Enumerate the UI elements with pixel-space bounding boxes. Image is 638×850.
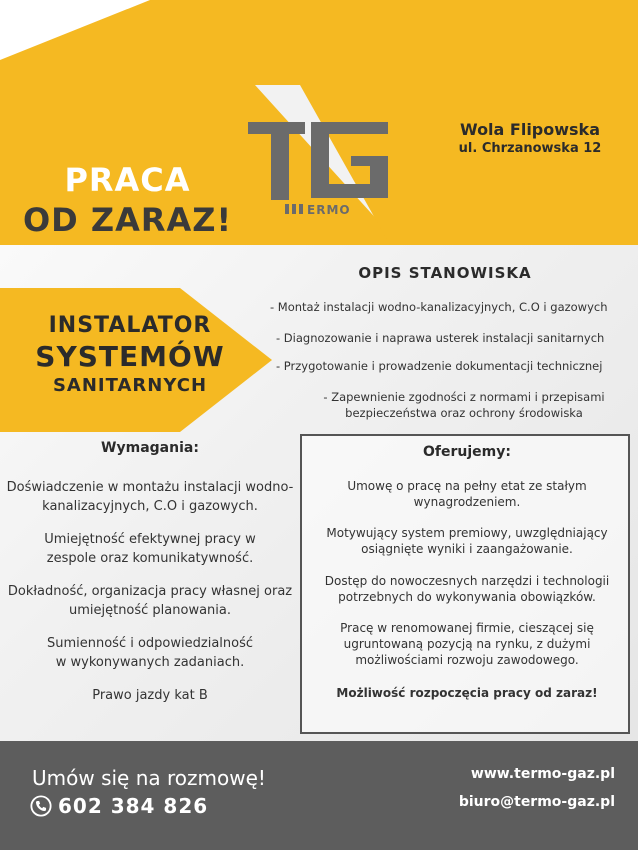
offer-item: Dostęp do nowoczesnych narzędzi i technologii potrzebnych do wykonywania obowiązków. [324, 574, 610, 604]
phone-row[interactable] [30, 794, 208, 818]
duty-item: - Zapewnienie zgodności z normami i przepisami bezpieczeństwa oraz ochrony środowiska [323, 390, 605, 420]
address-city: Wola Flipowska [459, 120, 600, 139]
headline [0, 160, 255, 240]
logo-bar-1 [285, 204, 289, 214]
duty-item: - Diagnozowanie i naprawa usterek instalacji sanitarnych [276, 331, 605, 345]
website-link[interactable]: www.termo-gaz.pl [470, 766, 615, 782]
requirements-heading: Wymagania: [101, 440, 199, 456]
email-link[interactable]: biuro@termo-gaz.pl [458, 794, 615, 810]
termo-logo [243, 120, 393, 220]
address [440, 120, 620, 158]
position-line3: SANITARNYCH [52, 375, 208, 396]
headline-line2: OD ZARAZ! [22, 201, 233, 239]
duty-item: - Przygotowanie i prowadzenie dokumentacji technicznej [276, 359, 603, 373]
call-to-action: Umów się na rozmowę! [32, 766, 266, 790]
offer-item: Motywujący system premiowy, uwzględniający osiągnięte wyniki i zaangażowanie. [326, 526, 608, 556]
phone-icon [30, 795, 52, 817]
offer-item: Pracę w renomowanej firmie, cieszącej się ugruntowaną pozycją na rynku, z dużymi możliwościami rozwoju zawodowego. [340, 621, 594, 667]
offer-heading: Oferujemy: [423, 444, 511, 460]
position-title [0, 312, 260, 398]
phone-number[interactable]: 602 384 826 [58, 794, 209, 818]
logo-bar-3 [299, 204, 303, 214]
logo-text: ERMO [307, 203, 351, 217]
requirement-item: Sumienność i odpowiedzialność w wykonywanych zadaniach. [46, 636, 254, 670]
offer-highlight: Możliwość rozpoczęcia pracy od zaraz! [336, 686, 598, 700]
requirement-item: Umiejętność efektywnej pracy w zespole oraz komunikatywność. [44, 532, 256, 566]
logo-bar-2 [292, 204, 296, 214]
requirement-item: Prawo jazdy kat B [92, 688, 208, 703]
logo-g-shape [311, 122, 388, 198]
position-line2: SYSTEMÓW [35, 340, 225, 373]
requirement-item: Doświadczenie w montażu instalacji wodno-kanalizacyjnych, C.O i gazowych. [6, 480, 294, 514]
position-line1: INSTALATOR [48, 313, 212, 338]
address-street: ul. Chrzanowska 12 [458, 141, 602, 156]
logo-t-shape [248, 122, 305, 200]
headline-line1: PRACA [64, 161, 191, 199]
duty-item: - Montaż instalacji wodno-kanalizacyjnych, C.O i gazowych [270, 300, 608, 314]
requirement-item: Dokładność, organizacja pracy własnej oraz umiejętność planowania. [7, 584, 293, 618]
description-heading: OPIS STANOWISKA [358, 264, 532, 282]
offer-item: Umowę o pracę na pełny etat ze stałym wynagrodzeniem. [347, 479, 587, 509]
